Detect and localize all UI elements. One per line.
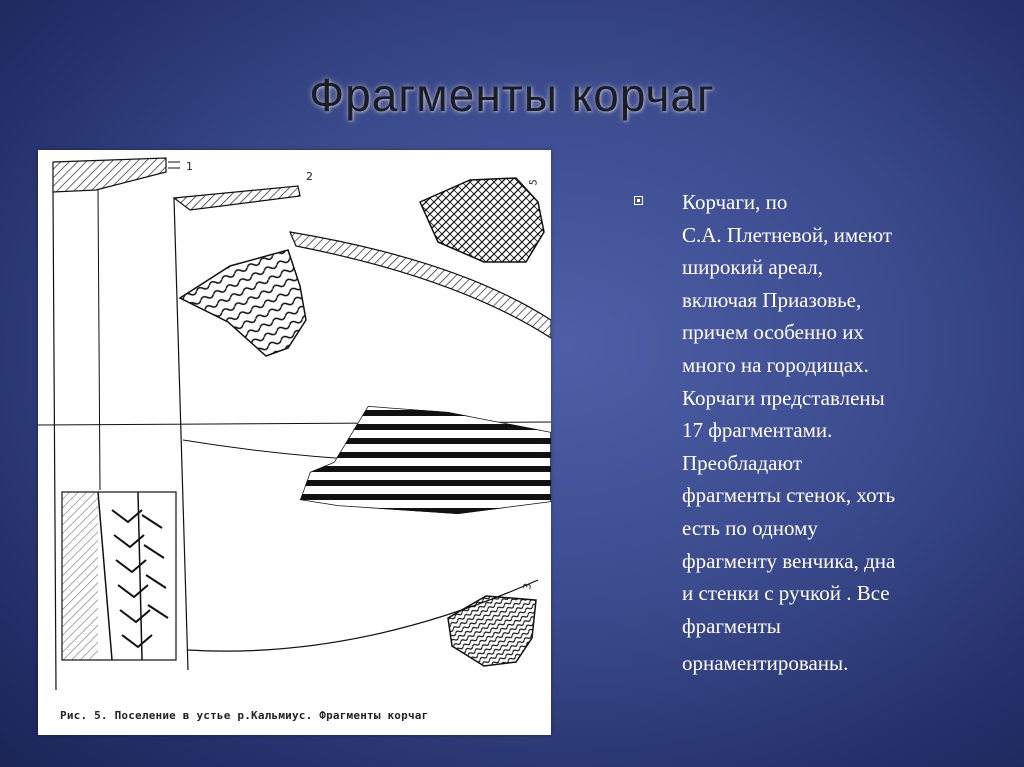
archaeological-figure xyxy=(38,150,551,735)
figure-label-5: 5 xyxy=(528,178,541,187)
bullet-line: фрагменты xyxy=(682,613,781,638)
bullet-line: С.А. Плетневой, имеют xyxy=(682,222,893,247)
bullet-line: 17 фрагментами. xyxy=(682,418,833,443)
bullet-line: и стенки с ручкой . Все xyxy=(682,581,890,606)
drawing-sherds xyxy=(38,150,551,735)
figure-label-1: 1 xyxy=(186,160,193,173)
sherd-crosshatch-top xyxy=(420,178,544,262)
bullet-line: Преобладают xyxy=(682,450,803,475)
bullet-line: широкий ареал, xyxy=(682,255,823,280)
sherd-striped xyxy=(288,400,551,666)
bullet-line: есть по одному xyxy=(682,516,818,540)
bullet-line: фрагменту венчика, дна xyxy=(682,548,896,573)
slide-title: Фрагменты корчаг xyxy=(309,69,715,121)
square-bullet-icon xyxy=(634,196,643,205)
bullet-line: Корчаги представлены xyxy=(682,385,885,410)
bullet-line-last: орнаментированы. xyxy=(682,651,849,675)
bullet-line: Корчаги, по xyxy=(682,190,788,214)
figure-label-2: 2 xyxy=(306,170,313,183)
sherd-small-bottom xyxy=(448,582,536,666)
bullet-line: причем особенно их xyxy=(682,320,864,345)
bullet-line: фрагменты стенок, хоть xyxy=(682,483,896,508)
bullet-line: включая Приазовье, xyxy=(682,287,862,312)
sherd-wavy-left xyxy=(180,250,306,356)
bullet-line: много на городищах. xyxy=(682,353,869,377)
figure-caption: Рис. 5. Поселение в устье р.Кальмиус. Фрагменты корчаг xyxy=(60,709,429,722)
figure-label-3: 3 xyxy=(522,582,535,591)
